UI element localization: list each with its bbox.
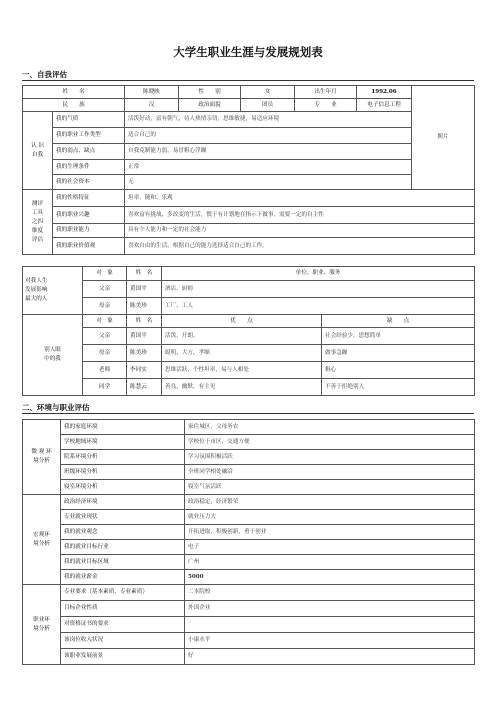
cognition-label: 我的气质 (53, 112, 125, 128)
career-group: 职业环 境分析 (23, 585, 61, 665)
major-value: 电子信息工程 (357, 99, 412, 112)
environment-table (22, 419, 475, 665)
career-label: 专业要求（基本素质、专业素质） (61, 585, 185, 601)
influence-name: 陈美珍 (127, 298, 162, 315)
macro-group: 宏观环 境分析 (23, 495, 61, 585)
influence-header: 姓 名 (127, 267, 162, 281)
cognition-value: 适合自己的 (125, 128, 412, 144)
tools-label: 我的职业能力 (53, 224, 125, 238)
tools-label: 我的职业价值观 (53, 238, 125, 255)
section-rule (22, 413, 474, 414)
micro-value: 寝室气氛活跃 (185, 480, 475, 495)
cognition-label: 我的社会资本 (53, 175, 125, 190)
others-who: 老师 (83, 362, 127, 379)
others-header: 优 点 (162, 315, 322, 328)
micro-value: 全班同学相处融洽 (185, 465, 475, 480)
micro-value: 家住城区，父母务农 (185, 420, 475, 435)
cognition-label: 我的生理条件 (53, 160, 125, 175)
influence-name: 黄国平 (127, 281, 162, 298)
others-header: 姓 名 (127, 315, 162, 328)
section-environment: 二、环境与职业评估 (22, 403, 90, 412)
influence-unit: 酒店、厨师 (162, 281, 475, 298)
micro-value: 学校位于市区，交通方便 (185, 435, 475, 450)
career-value (185, 617, 475, 633)
cognition-value: 无 (125, 175, 412, 190)
cognition-value: 正常 (125, 160, 412, 175)
micro-label: 学校地域环境 (61, 435, 185, 450)
ethnic-value: 汉 (125, 99, 179, 112)
micro-label: 我的家庭环境 (61, 420, 185, 435)
macro-value: 电子 (185, 540, 475, 555)
others-name: 黄国平 (127, 328, 162, 345)
tools-value: 坦率、随和、乐观 (125, 190, 475, 207)
macro-label: 我的就业观念 (61, 525, 185, 540)
influence-header: 对 象 (83, 267, 127, 281)
career-value: 二本院校 (185, 585, 475, 601)
career-value: 小康水平 (185, 633, 475, 649)
others-header: 缺 点 (322, 315, 475, 328)
others-name: 陈美珍 (127, 345, 162, 362)
tools-label: 我的职业兴趣 (53, 207, 125, 224)
photo-placeholder: 照片 (412, 86, 475, 190)
others-pros: 活泼，开朗。 (162, 328, 322, 345)
influence-header: 单位、职业、服务 (162, 267, 475, 281)
birth-label: 出生年月 (295, 86, 357, 99)
gender-value: 女 (241, 86, 295, 99)
micro-label: 寝室环境分析 (61, 480, 185, 495)
tools-value: 喜欢自由的生活，根据自己的能力选择适合自己的工作。 (125, 238, 475, 255)
cognition-label: 我的职业工作类型 (53, 128, 125, 144)
others-name: 陈慧云 (127, 379, 162, 396)
cognition-value: 活泼好动，富有朝气，待人热情亲切，思维敏捷，易适应环境 (125, 112, 412, 128)
tools-group: 测评 工具 之四 维度 评估 (23, 190, 53, 255)
others-who: 母亲 (83, 345, 127, 362)
macro-value: 5000 (185, 570, 475, 585)
macro-value: 就业压力大 (185, 510, 475, 525)
others-name: 李同实 (127, 362, 162, 379)
macro-label: 政治经济环境 (61, 495, 185, 510)
career-label: 目标企业性质 (61, 601, 185, 617)
cognition-value: 自我克制能力弱，易冒粗心浮躁 (125, 144, 412, 160)
others-pros: 善良，幽默，有主见 (162, 379, 322, 396)
others-cons: 社会经验少，思想简单 (322, 328, 475, 345)
career-value: 好 (185, 649, 475, 665)
name-value: 陈晓映 (125, 86, 179, 99)
macro-value: 广州 (185, 555, 475, 570)
macro-value: 政治稳定，经济繁荣 (185, 495, 475, 510)
others-pros: 思维活跃，个性坦率，易与人相处 (162, 362, 322, 379)
major-label: 专 业 (295, 99, 357, 112)
micro-label: 院系环境分析 (61, 450, 185, 465)
tools-label: 我的性格特征 (53, 190, 125, 207)
section-rule (22, 80, 474, 81)
macro-label: 专业就业现状 (61, 510, 185, 525)
cognition-label: 我的弱点、缺点 (53, 144, 125, 160)
others-group: 别人眼 中的我 (23, 315, 83, 396)
political-label: 政治面貌 (179, 99, 241, 112)
influence-who: 父亲 (83, 281, 127, 298)
micro-label: 班级环境分析 (61, 465, 185, 480)
page-title: 大学生职业生涯与发展规划表 (173, 45, 323, 59)
career-value: 外国企业 (185, 601, 475, 617)
macro-label: 我的就业目标区域 (61, 555, 185, 570)
others-cons: 不善于拒绝别人 (322, 379, 475, 396)
career-label: 该岗位收入状况 (61, 633, 185, 649)
birth-value: 1992.06 (357, 86, 412, 99)
gender-label: 性 别 (179, 86, 241, 99)
micro-group: 微 观 环 境分析 (23, 420, 61, 495)
micro-value: 学习氛围积极活跃 (185, 450, 475, 465)
tools-value: 喜欢富有挑战，多改变的生活，惯于有计划地在指示下做事，需要一定的自主性 (125, 207, 475, 224)
others-header: 对 象 (83, 315, 127, 328)
others-who: 同学 (83, 379, 127, 396)
others-pros: 聪明，大方，孝顺 (162, 345, 322, 362)
macro-label: 我的就业目标行业 (61, 540, 185, 555)
others-cons: 粗心 (322, 362, 475, 379)
career-label: 该职业发展前景 (61, 649, 185, 665)
political-value: 团员 (241, 99, 295, 112)
tools-value: 具有个人能力和一定的社会能力 (125, 224, 475, 238)
section-self-assessment: 一、自我评估 (22, 70, 67, 79)
influence-table (22, 266, 475, 396)
others-cons: 做事急躁 (322, 345, 475, 362)
macro-label: 我的就业薪金 (61, 570, 185, 585)
career-label: 对资格证书的要求 (61, 617, 185, 633)
ethnic-label: 民 族 (23, 99, 125, 112)
others-who: 父亲 (83, 328, 127, 345)
influence-unit: 工厂、工人 (162, 298, 475, 315)
self-assessment-table (22, 85, 475, 255)
influence-group: 对我人生 发展影响 最大的人 (23, 267, 83, 315)
cognition-group: 认 识 自我 (23, 112, 53, 190)
influence-who: 母亲 (83, 298, 127, 315)
name-label: 姓 名 (23, 86, 125, 99)
macro-value: 开拓进取，积极创新，勇于创业 (185, 525, 475, 540)
